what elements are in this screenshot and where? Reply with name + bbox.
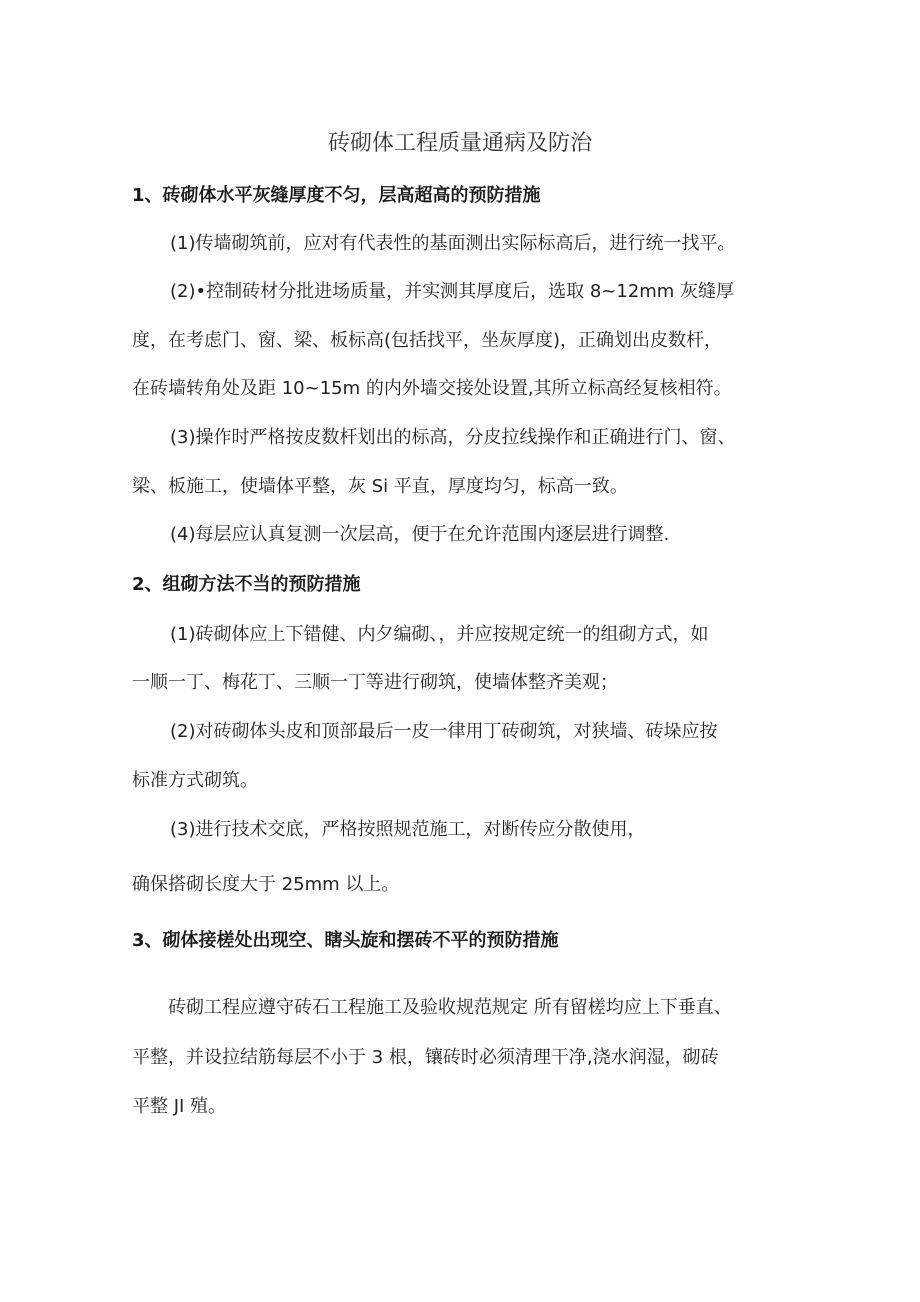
section-2-line-4: 标准方式砌筑。 [132, 770, 258, 791]
section-1-line-5: (3)操作时严格按皮数杆划出的标高，分皮拉线操作和正确进行门、窗、 [170, 427, 736, 448]
section-3-heading: 3、砌体接槎处出现空、瞎头旋和摆砖不平的预防措施 [132, 930, 559, 951]
section-2-line-2: 一顺一丁、梅花丁、三顺一丁等进行砌筑，使墙体整齐美观； [132, 672, 618, 693]
section-3-line-3: 平整 JI 殖。 [132, 1096, 227, 1117]
section-1-line-4: 在砖墙转角处及距 10~15m 的内外墙交接处设置,其所立标高经复核相符。 [132, 378, 732, 399]
section-2-line-1: (1)砖砌体应上下错健、内夕编砌、，并应按规定统一的组砌方式，如 [170, 624, 709, 645]
section-2-line-5: (3)进行技术交底，严格按照规范施工，对断传应分散使用， [170, 819, 646, 840]
section-1-line-7: (4)每层应认真复测一次层高，便于在允许范围内逐层进行调整. [170, 524, 670, 545]
section-2-line-3: (2)对砖砌体头皮和顶部最后一皮一律用丁砖砌筑，对狭墙、砖垛应按 [170, 721, 718, 742]
section-3-line-2: 平整，并设拉结筋每层不小于 3 根，镶砖时必须清理干净,浇水润湿，砌砖 [132, 1047, 719, 1068]
section-1-heading: 1、砖砌体水平灰缝厚度不匀，层高超高的预防措施 [132, 185, 541, 206]
section-1-line-2: (2)•控制砖材分批进场质量，并实测其厚度后，选取 8~12mm 灰缝厚 [170, 281, 735, 302]
section-2-line-6: 确保搭砌长度大于 25mm 以上。 [132, 874, 400, 895]
section-1-line-1: (1)传墙砌筑前，应对有代表性的基面测出实际标高后，进行统一找平。 [170, 233, 736, 254]
section-1-line-6: 梁、板施工，使墙体平整，灰 Si 平直，厚度均匀，标高一致。 [132, 476, 628, 497]
section-1-line-3: 度，在考虑门、窗、梁、板标高(包括找平，坐灰厚度)，正确划出皮数杆， [132, 330, 723, 351]
section-3-line-1: 砖砌工程应遵守砖石工程施工及验收规范规定 所有留槎均应上下垂直、 [168, 997, 732, 1018]
document-title: 砖砌体工程质量通病及防治 [327, 131, 592, 156]
section-2-heading: 2、组砌方法不当的预防措施 [132, 574, 361, 595]
